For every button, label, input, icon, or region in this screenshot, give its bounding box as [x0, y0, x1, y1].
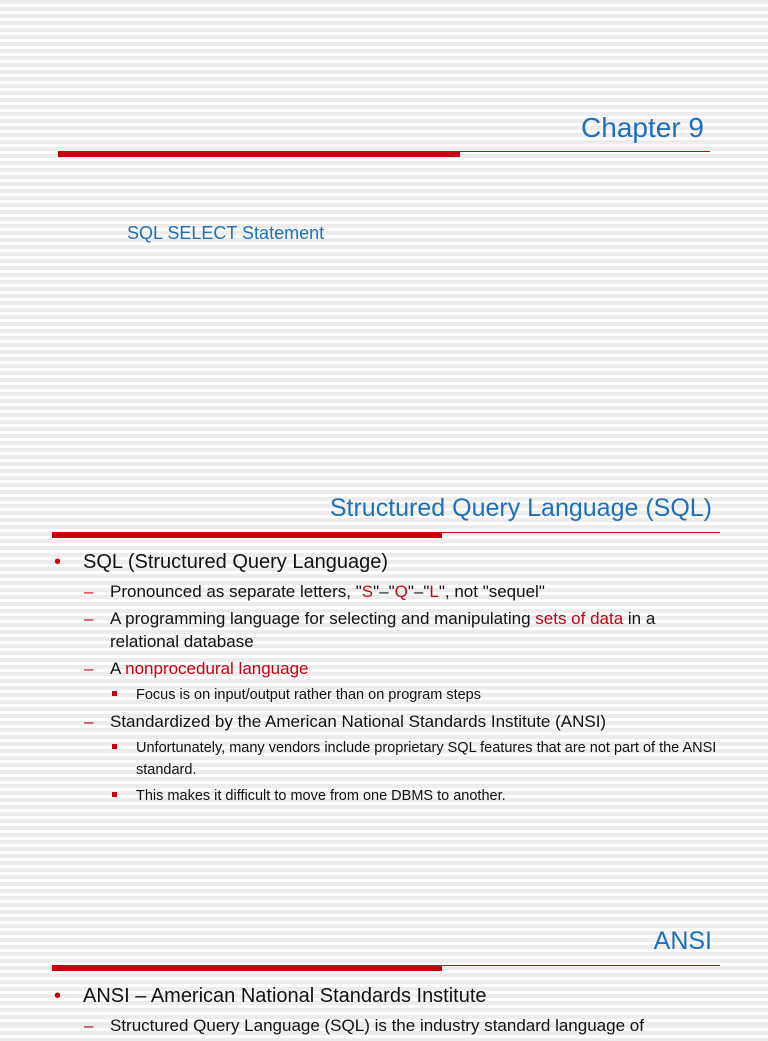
title-underline-thin	[460, 151, 710, 152]
dash-icon: –	[84, 712, 94, 731]
highlight-text: sets of data	[535, 609, 624, 628]
bullet-level1	[52, 550, 722, 574]
slide-title: Structured Query Language (SQL)	[329, 494, 712, 522]
dash-icon: –	[84, 609, 94, 628]
bullet-list	[52, 550, 722, 811]
bullet-level1	[52, 984, 722, 1008]
slide-chapter-9	[0, 0, 768, 460]
slide-ansi	[0, 900, 768, 1035]
highlight-text: S	[361, 582, 374, 601]
title-underline-thick	[52, 965, 442, 971]
bullet-list	[52, 984, 722, 1041]
bullet-text: Standardized by the American National Standards Institute (ANSI)	[110, 712, 607, 731]
bullet-text: Unfortunately, many vendors include proprietary SQL features that are not part of the ANSI standard.	[136, 740, 717, 778]
bullet-text: "–"	[407, 582, 430, 601]
bullet-level2	[52, 1014, 722, 1037]
bullet-level2	[52, 710, 722, 733]
title-underline-thick	[58, 151, 460, 157]
bullet-text: This makes it difficult to move from one DBMS to another.	[136, 788, 506, 804]
bullet-text: Focus is on input/output rather than on program steps	[136, 687, 481, 703]
bullet-level2	[52, 657, 722, 680]
slide-subtitle: SQL SELECT Statement	[127, 223, 325, 243]
dash-icon: –	[84, 582, 94, 601]
bullet-dot-icon: •	[54, 985, 62, 1007]
bullet-level2	[52, 580, 722, 603]
dash-icon: –	[84, 1016, 94, 1035]
square-bullet-icon	[112, 792, 117, 797]
bullet-dot-icon: •	[54, 551, 62, 573]
bullet-text: SQL (Structured Query Language)	[83, 551, 388, 573]
bullet-level3	[52, 785, 722, 807]
slide-sql	[0, 460, 768, 900]
bullet-level3	[52, 684, 722, 706]
bullet-text: in a relational database	[110, 609, 656, 651]
bullet-text: A	[110, 659, 126, 678]
bullet-text: A programming language for selecting and manipulating	[110, 609, 536, 628]
bullet-text: Structured Query Language (SQL) is the industry standard language of	[110, 1016, 644, 1035]
highlight-text: nonprocedural language	[125, 659, 309, 678]
highlight-text: L	[429, 582, 439, 601]
slide-title: Chapter 9	[581, 112, 704, 143]
bullet-text: ", not "sequel"	[438, 582, 545, 601]
square-bullet-icon	[112, 691, 117, 696]
square-bullet-icon	[112, 744, 117, 749]
bullet-level2	[52, 607, 722, 653]
highlight-text: Q	[394, 582, 408, 601]
bullet-level3	[52, 737, 722, 781]
slide-title: ANSI	[653, 927, 712, 955]
title-underline-thick	[52, 532, 442, 538]
title-underline-thin	[442, 532, 720, 533]
bullet-text: "–"	[373, 582, 395, 601]
bullet-text: Pronounced as separate letters, "	[110, 582, 362, 601]
dash-icon: –	[84, 659, 94, 678]
title-underline-thin	[442, 965, 720, 966]
bullet-text: ANSI – American National Standards Institute	[83, 985, 487, 1007]
